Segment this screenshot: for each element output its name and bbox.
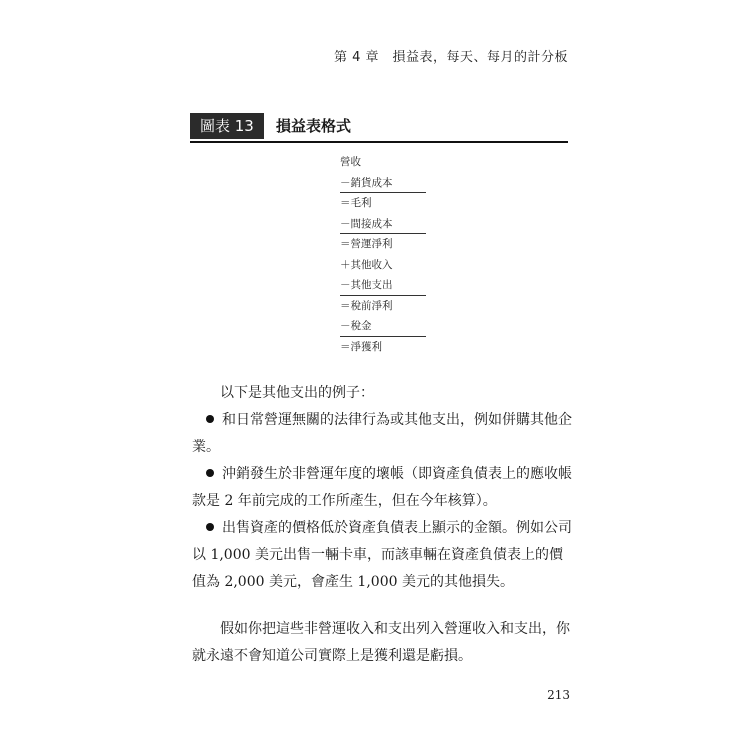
- running-header: 第 4 章 損益表，每天、每月的計分板: [333, 50, 568, 65]
- figure-title: 損益表格式: [276, 117, 352, 135]
- bullet-text: 和日常營運無關的法律行為或其他支出，例如併購其他企業。: [192, 412, 572, 455]
- bullet-text: 沖銷發生於非營運年度的壞帳（即資產負債表上的應收帳款是 2 年前完成的工作所產生，但在今年核算）。: [192, 466, 572, 509]
- statement-line: ＝營運淨利: [340, 238, 393, 250]
- income-statement-format-list: [340, 152, 426, 357]
- bullet-item: [192, 407, 576, 461]
- bullet-icon: [206, 523, 214, 531]
- bullet-item: [192, 461, 576, 515]
- statement-line: －間接成本: [340, 214, 426, 235]
- figure-label: 圖表 13: [190, 113, 264, 139]
- statement-line: ＋其他收入: [340, 258, 393, 271]
- bullet-item: [192, 515, 576, 596]
- statement-line: 營收: [340, 156, 361, 168]
- bullet-text: 出售資產的價格低於資產負債表上顯示的金額。例如公司以 1,000 美元出售一輛卡車，而該車輛在資產負債表上的價值為 2,000 美元，會產生 1,000 美元的其他損失。: [192, 520, 572, 590]
- bullet-icon: [206, 469, 214, 477]
- statement-line: ＝淨獲利: [340, 340, 382, 353]
- bullet-icon: [206, 415, 214, 423]
- intro-paragraph: 以下是其他支出的例子：: [220, 385, 374, 401]
- statement-line: ＝稅前淨利: [340, 299, 393, 312]
- page-number: 213: [547, 688, 570, 702]
- body-text: [192, 380, 576, 670]
- statement-line: －其他支出: [340, 275, 426, 296]
- statement-line: ＝毛利: [340, 197, 372, 209]
- statement-line: －稅金: [340, 316, 426, 337]
- closing-paragraph: 假如你把這些非營運收入和支出列入營運收入和支出，你就永遠不會知道公司實際上是獲利還是虧損。: [192, 621, 570, 664]
- figure-heading: [190, 113, 568, 143]
- statement-line: －銷貨成本: [340, 173, 426, 194]
